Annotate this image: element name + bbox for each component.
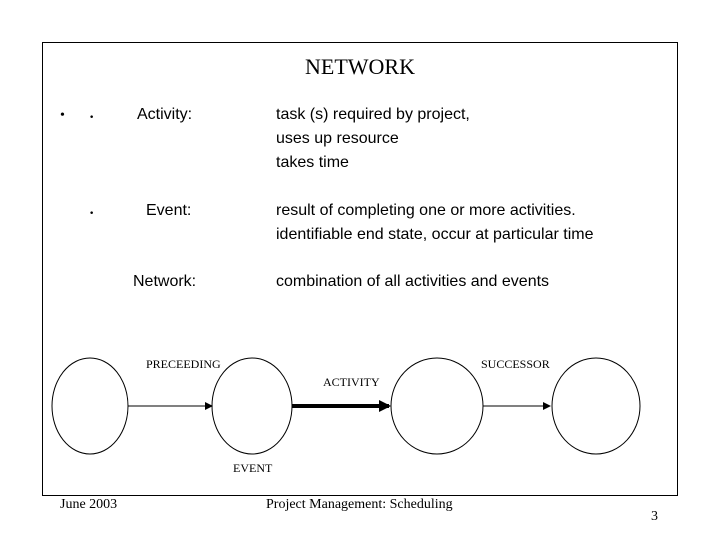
sub-bullet-marker-event: ·	[88, 200, 96, 225]
successor-label: SUCCESSOR	[481, 357, 550, 371]
term-activity: Activity:	[137, 106, 193, 123]
definition-line: uses up resource	[276, 130, 399, 147]
event-node	[212, 358, 292, 454]
footer-title: Project Management: Scheduling	[266, 497, 453, 512]
middle-event-node	[391, 358, 483, 454]
definition-line: combination of all activities and events	[276, 273, 550, 290]
term-event: Event:	[146, 202, 192, 219]
page-number: 3	[651, 509, 658, 524]
event-label: EVENT	[233, 461, 273, 475]
sub-bullet-marker-activity: ·	[88, 104, 96, 129]
successor-event-node	[552, 358, 640, 454]
definition-line: identifiable end state, occur at particular time	[276, 226, 594, 243]
definition-line: task (s) required by project,	[276, 106, 470, 123]
slide-title: NETWORK	[305, 54, 415, 79]
preceding-event-node	[52, 358, 128, 454]
definition-line: result of completing one or more activities.	[276, 202, 576, 219]
bullet-marker: •	[60, 108, 65, 123]
preceding-label: PRECEEDING	[146, 357, 221, 371]
term-network: Network:	[133, 273, 197, 290]
activity-label: ACTIVITY	[323, 375, 380, 389]
footer-date: June 2003	[60, 497, 118, 512]
definition-line: takes time	[276, 154, 349, 171]
